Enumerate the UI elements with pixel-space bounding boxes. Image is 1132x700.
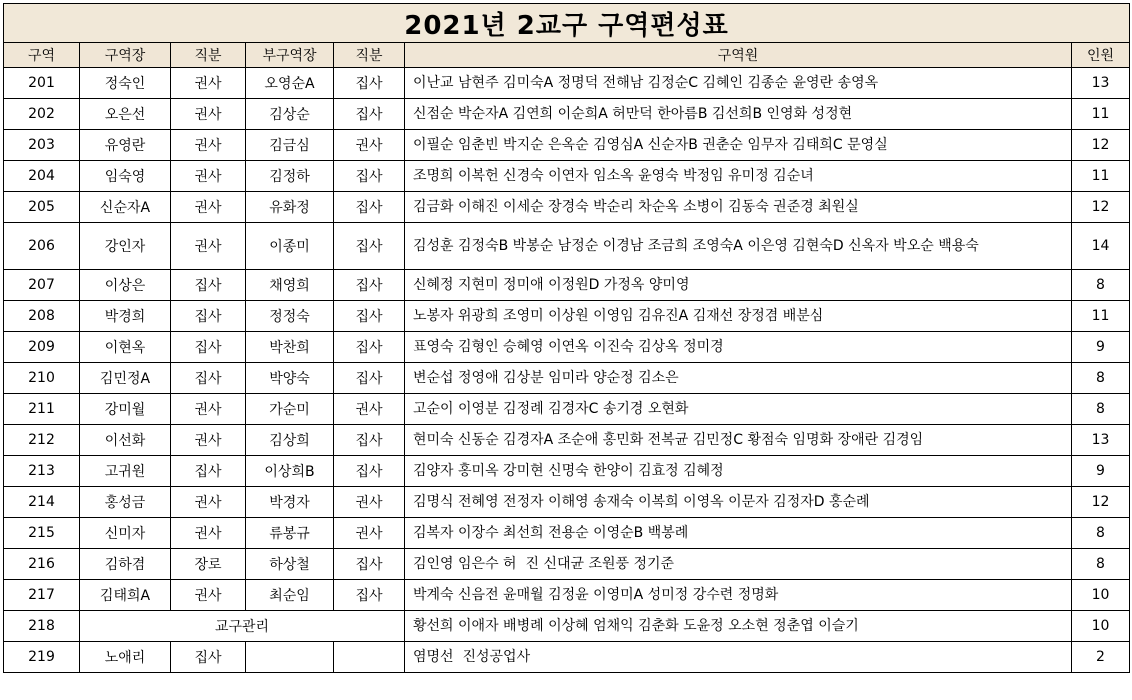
members-cell: 신점순 박순자A 김연희 이순희A 허만덕 한아름B 김선희B 인영화 성정현 xyxy=(405,99,1072,130)
members-cell: 변순섭 정영애 김상분 임미라 양순정 김소은 xyxy=(405,363,1072,394)
leader-title-cell: 집사 xyxy=(171,363,246,394)
table-row xyxy=(4,580,1130,611)
table-row xyxy=(4,456,1130,487)
sub-leader-cell: 정정숙 xyxy=(246,301,334,332)
leader-title-cell: 권사 xyxy=(171,130,246,161)
sub-leader-cell: 김정하 xyxy=(246,161,334,192)
merged-management-cell: 교구관리 xyxy=(80,611,405,642)
leader-cell: 노애리 xyxy=(80,642,171,673)
leader-cell: 고귀원 xyxy=(80,456,171,487)
sub-leader-cell: 채영희 xyxy=(246,270,334,301)
header-leader-title: 직분 xyxy=(171,43,246,68)
zone-table xyxy=(3,3,1130,673)
sub-leader-cell: 가순미 xyxy=(246,394,334,425)
table-row xyxy=(4,99,1130,130)
leader-title-cell: 권사 xyxy=(171,99,246,130)
sub-title-cell: 집사 xyxy=(334,456,405,487)
zone-cell: 219 xyxy=(4,642,80,673)
count-cell: 11 xyxy=(1072,99,1130,130)
sub-leader-cell: 김상희 xyxy=(246,425,334,456)
header-count: 인원 xyxy=(1072,43,1130,68)
leader-cell: 이현옥 xyxy=(80,332,171,363)
zone-cell: 203 xyxy=(4,130,80,161)
count-cell: 11 xyxy=(1072,301,1130,332)
table-row xyxy=(4,363,1130,394)
leader-title-cell: 권사 xyxy=(171,580,246,611)
count-cell: 8 xyxy=(1072,518,1130,549)
sub-title-cell: 집사 xyxy=(334,223,405,270)
header-members: 구역원 xyxy=(405,43,1072,68)
leader-cell: 강미월 xyxy=(80,394,171,425)
members-cell: 현미숙 신동순 김경자A 조순애 홍민화 전복균 김민정C 황점숙 임명화 장애란 김경임 xyxy=(405,425,1072,456)
count-cell: 8 xyxy=(1072,270,1130,301)
zone-cell: 215 xyxy=(4,518,80,549)
leader-title-cell: 집사 xyxy=(171,456,246,487)
sub-title-cell: 집사 xyxy=(334,332,405,363)
leader-cell: 홍성금 xyxy=(80,487,171,518)
count-cell: 12 xyxy=(1072,192,1130,223)
members-cell: 표영숙 김형인 승혜영 이연옥 이진숙 김상옥 정미경 xyxy=(405,332,1072,363)
header-sub-title: 직분 xyxy=(334,43,405,68)
zone-cell: 207 xyxy=(4,270,80,301)
members-cell: 노봉자 위광희 조영미 이상원 이영임 김유진A 김재선 장정겸 배분심 xyxy=(405,301,1072,332)
table-row xyxy=(4,425,1130,456)
count-cell: 11 xyxy=(1072,161,1130,192)
count-cell: 9 xyxy=(1072,332,1130,363)
leader-cell: 유영란 xyxy=(80,130,171,161)
header-sub-leader: 부구역장 xyxy=(246,43,334,68)
members-cell: 김양자 홍미옥 강미현 신명숙 한양이 김효정 김혜정 xyxy=(405,456,1072,487)
table-row xyxy=(4,642,1130,673)
sub-title-cell: 집사 xyxy=(334,192,405,223)
count-cell: 8 xyxy=(1072,549,1130,580)
zone-cell: 218 xyxy=(4,611,80,642)
sub-leader-cell: 이종미 xyxy=(246,223,334,270)
sub-leader-cell: 박경자 xyxy=(246,487,334,518)
zone-cell: 211 xyxy=(4,394,80,425)
zone-cell: 208 xyxy=(4,301,80,332)
leader-cell: 오은선 xyxy=(80,99,171,130)
leader-cell: 이선화 xyxy=(80,425,171,456)
zone-cell: 206 xyxy=(4,223,80,270)
sub-title-cell: 집사 xyxy=(334,99,405,130)
table-row xyxy=(4,192,1130,223)
table-row xyxy=(4,518,1130,549)
leader-title-cell: 권사 xyxy=(171,487,246,518)
zone-cell: 212 xyxy=(4,425,80,456)
sub-title-cell: 집사 xyxy=(334,301,405,332)
table-row xyxy=(4,549,1130,580)
zone-cell: 201 xyxy=(4,68,80,99)
sub-leader-cell: 이상희B xyxy=(246,456,334,487)
table-row xyxy=(4,68,1130,99)
count-cell: 12 xyxy=(1072,487,1130,518)
leader-cell: 김태희A xyxy=(80,580,171,611)
leader-title-cell: 장로 xyxy=(171,549,246,580)
count-cell: 12 xyxy=(1072,130,1130,161)
table-row xyxy=(4,301,1130,332)
zone-cell: 209 xyxy=(4,332,80,363)
leader-title-cell: 권사 xyxy=(171,425,246,456)
sub-title-cell: 집사 xyxy=(334,68,405,99)
table-row xyxy=(4,394,1130,425)
leader-cell: 이상은 xyxy=(80,270,171,301)
members-cell: 황선희 이애자 배병례 이상혜 엄채익 김춘화 도윤정 오소현 정춘엽 이슬기 xyxy=(405,611,1072,642)
members-cell: 김명식 전혜영 전정자 이해영 송재숙 이복희 이영옥 이문자 김정자D 홍순례 xyxy=(405,487,1072,518)
count-cell: 13 xyxy=(1072,425,1130,456)
leader-title-cell: 집사 xyxy=(171,301,246,332)
sub-leader-cell: 김금심 xyxy=(246,130,334,161)
table-row xyxy=(4,332,1130,363)
leader-title-cell: 권사 xyxy=(171,223,246,270)
table-row xyxy=(4,130,1130,161)
leader-cell: 김민정A xyxy=(80,363,171,394)
sub-title-cell: 권사 xyxy=(334,130,405,161)
table-row-management xyxy=(4,611,1130,642)
sub-title-cell: 집사 xyxy=(334,161,405,192)
table-row xyxy=(4,223,1130,270)
sub-title-cell: 집사 xyxy=(334,580,405,611)
header-zone: 구역 xyxy=(4,43,80,68)
members-cell: 이필순 임춘빈 박지순 은옥순 김영심A 신순자B 권춘순 임무자 김태희C 문영실 xyxy=(405,130,1072,161)
sub-leader-cell: 박양숙 xyxy=(246,363,334,394)
sub-leader-cell: 최순임 xyxy=(246,580,334,611)
leader-title-cell: 권사 xyxy=(171,68,246,99)
zone-cell: 202 xyxy=(4,99,80,130)
sub-title-cell: 집사 xyxy=(334,425,405,456)
leader-title-cell: 집사 xyxy=(171,642,246,673)
header-row xyxy=(4,43,1130,68)
sub-title-cell: 권사 xyxy=(334,518,405,549)
members-cell: 염명선 진성공업사 xyxy=(405,642,1072,673)
count-cell: 9 xyxy=(1072,456,1130,487)
leader-title-cell: 집사 xyxy=(171,270,246,301)
leader-cell: 임숙영 xyxy=(80,161,171,192)
sub-leader-cell: 박찬희 xyxy=(246,332,334,363)
header-leader: 구역장 xyxy=(80,43,171,68)
leader-cell: 정숙인 xyxy=(80,68,171,99)
zone-cell: 214 xyxy=(4,487,80,518)
table-row xyxy=(4,161,1130,192)
count-cell: 10 xyxy=(1072,611,1130,642)
table-row xyxy=(4,487,1130,518)
sub-leader-cell xyxy=(246,642,334,673)
sub-title-cell: 집사 xyxy=(334,363,405,394)
members-cell: 김성훈 김정숙B 박봉순 남정순 이경남 조금희 조영숙A 이은영 김현숙D 신옥자 박오순 백용숙 xyxy=(405,223,1072,270)
leader-cell: 강인자 xyxy=(80,223,171,270)
count-cell: 10 xyxy=(1072,580,1130,611)
sub-leader-cell: 김상순 xyxy=(246,99,334,130)
count-cell: 8 xyxy=(1072,363,1130,394)
zone-cell: 213 xyxy=(4,456,80,487)
sub-title-cell xyxy=(334,642,405,673)
zone-cell: 216 xyxy=(4,549,80,580)
members-cell: 박계숙 신음전 윤매월 김정윤 이영미A 성미정 강수련 정명화 xyxy=(405,580,1072,611)
count-cell: 8 xyxy=(1072,394,1130,425)
members-cell: 김복자 이장수 최선희 전용순 이영순B 백봉례 xyxy=(405,518,1072,549)
sub-title-cell: 권사 xyxy=(334,487,405,518)
sub-leader-cell: 유화정 xyxy=(246,192,334,223)
leader-cell: 신미자 xyxy=(80,518,171,549)
members-cell: 김인영 임은수 허 진 신대균 조원풍 정기준 xyxy=(405,549,1072,580)
members-cell: 이난교 남현주 김미숙A 정명덕 전해남 김정순C 김혜인 김종순 윤영란 송영옥 xyxy=(405,68,1072,99)
zone-cell: 204 xyxy=(4,161,80,192)
leader-cell: 신순자A xyxy=(80,192,171,223)
sub-leader-cell: 하상철 xyxy=(246,549,334,580)
zone-cell: 217 xyxy=(4,580,80,611)
leader-title-cell: 권사 xyxy=(171,161,246,192)
leader-cell: 박경희 xyxy=(80,301,171,332)
sub-title-cell: 집사 xyxy=(334,270,405,301)
sub-leader-cell: 오영순A xyxy=(246,68,334,99)
zone-cell: 205 xyxy=(4,192,80,223)
leader-cell: 김하겸 xyxy=(80,549,171,580)
table-row xyxy=(4,270,1130,301)
sub-title-cell: 집사 xyxy=(334,549,405,580)
members-cell: 김금화 이해진 이세순 장경숙 박순리 차순옥 소병이 김동숙 권준경 최원실 xyxy=(405,192,1072,223)
members-cell: 신혜정 지현미 정미애 이정원D 가정옥 양미영 xyxy=(405,270,1072,301)
leader-title-cell: 권사 xyxy=(171,518,246,549)
members-cell: 고순이 이영분 김정례 김경자C 송기경 오현화 xyxy=(405,394,1072,425)
sub-title-cell: 권사 xyxy=(334,394,405,425)
count-cell: 14 xyxy=(1072,223,1130,270)
members-cell: 조명희 이복헌 신경숙 이연자 임소옥 윤영숙 박정임 유미정 김순녀 xyxy=(405,161,1072,192)
sub-leader-cell: 류봉규 xyxy=(246,518,334,549)
leader-title-cell: 권사 xyxy=(171,394,246,425)
leader-title-cell: 권사 xyxy=(171,192,246,223)
leader-title-cell: 집사 xyxy=(171,332,246,363)
count-cell: 2 xyxy=(1072,642,1130,673)
zone-cell: 210 xyxy=(4,363,80,394)
count-cell: 13 xyxy=(1072,68,1130,99)
table-title: 2021년 2교구 구역편성표 xyxy=(4,4,1130,43)
